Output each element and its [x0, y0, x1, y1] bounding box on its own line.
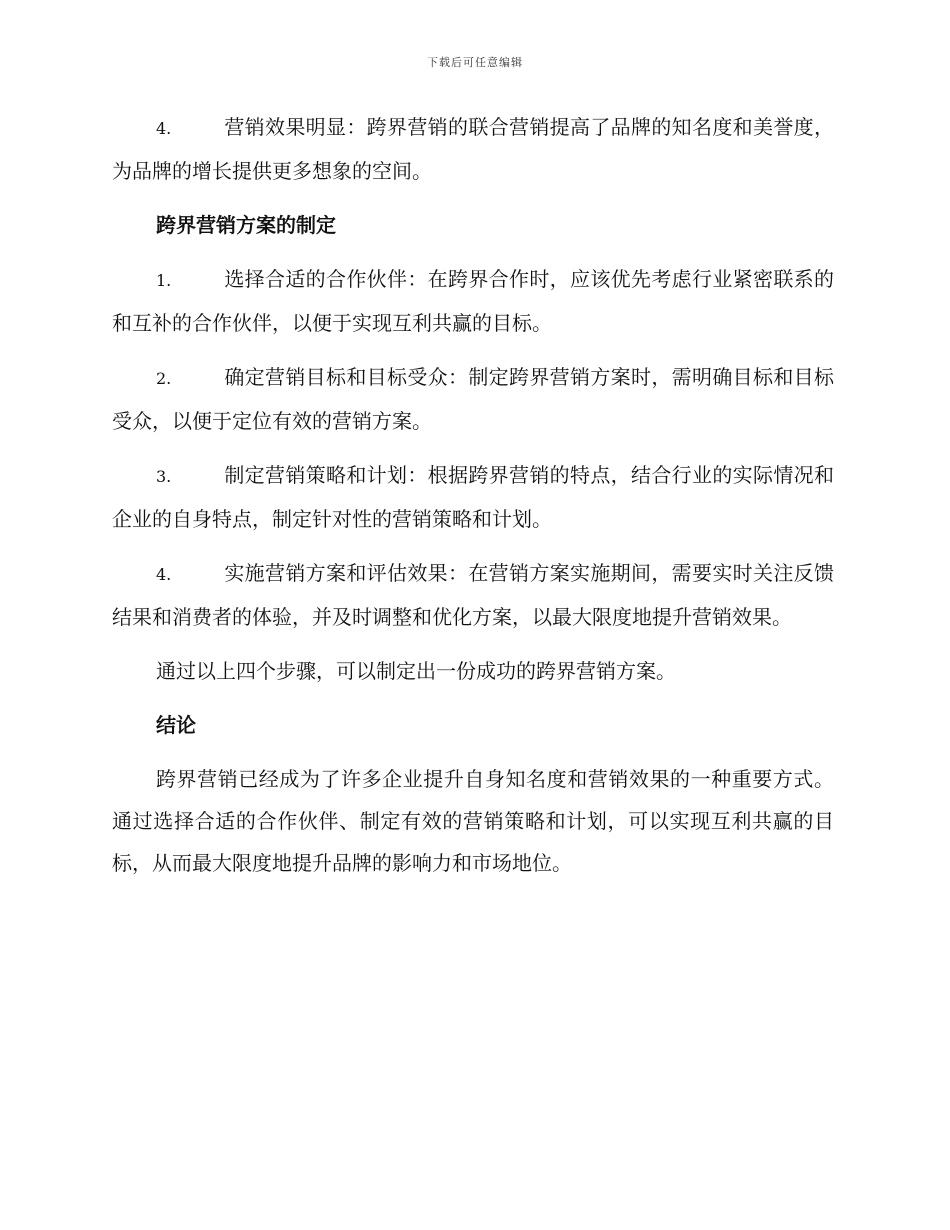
list-item — [112, 552, 834, 638]
list-text: 确定营销目标和目标受众：制定跨界营销方案时，需明确目标和目标受众，以便于定位有效的营销方案。 — [112, 365, 834, 433]
list-text: 实施营销方案和评估效果：在营销方案实施期间，需要实时关注反馈结果和消费者的体验，并及时调整和优化方案，以最大限度地提升营销效果。 — [112, 561, 834, 629]
list-number: 2. — [156, 369, 172, 388]
list-text: 制定营销策略和计划：根据跨界营销的特点，结合行业的实际情况和企业的自身特点，制定针对性的营销策略和计划。 — [112, 463, 834, 531]
section-heading-plan: 跨界营销方案的制定 — [156, 213, 336, 237]
conclusion-paragraph: 跨界营销已经成为了许多企业提升自身知名度和营销效果的一种重要方式。通过选择合适的合作伙伴、制定有效的营销策略和计划，可以实现互利共赢的目标，从而最大限度地提升品牌的影响力和市场地位。 — [112, 767, 834, 875]
list-number: 3. — [156, 467, 172, 486]
list-item — [112, 258, 834, 344]
list-number: 1. — [156, 271, 172, 290]
document-content — [112, 106, 834, 896]
list-text: 营销效果明显：跨界营销的联合营销提高了品牌的知名度和美誉度，为品牌的增长提供更多想象的空间。 — [112, 115, 834, 183]
list-item — [112, 454, 834, 540]
summary-paragraph: 通过以上四个步骤，可以制定出一份成功的跨界营销方案。 — [156, 659, 676, 683]
section-heading-conclusion: 结论 — [156, 713, 196, 737]
list-item — [112, 356, 834, 442]
header-note: 下载后可任意编辑 — [427, 56, 523, 69]
list-number: 4. — [156, 565, 172, 584]
list-text: 选择合适的合作伙伴：在跨界合作时，应该优先考虑行业紧密联系的和互补的合作伙伴，以便于实现互利共赢的目标。 — [112, 267, 834, 335]
list-item — [112, 106, 834, 192]
list-number: 4. — [156, 119, 172, 138]
